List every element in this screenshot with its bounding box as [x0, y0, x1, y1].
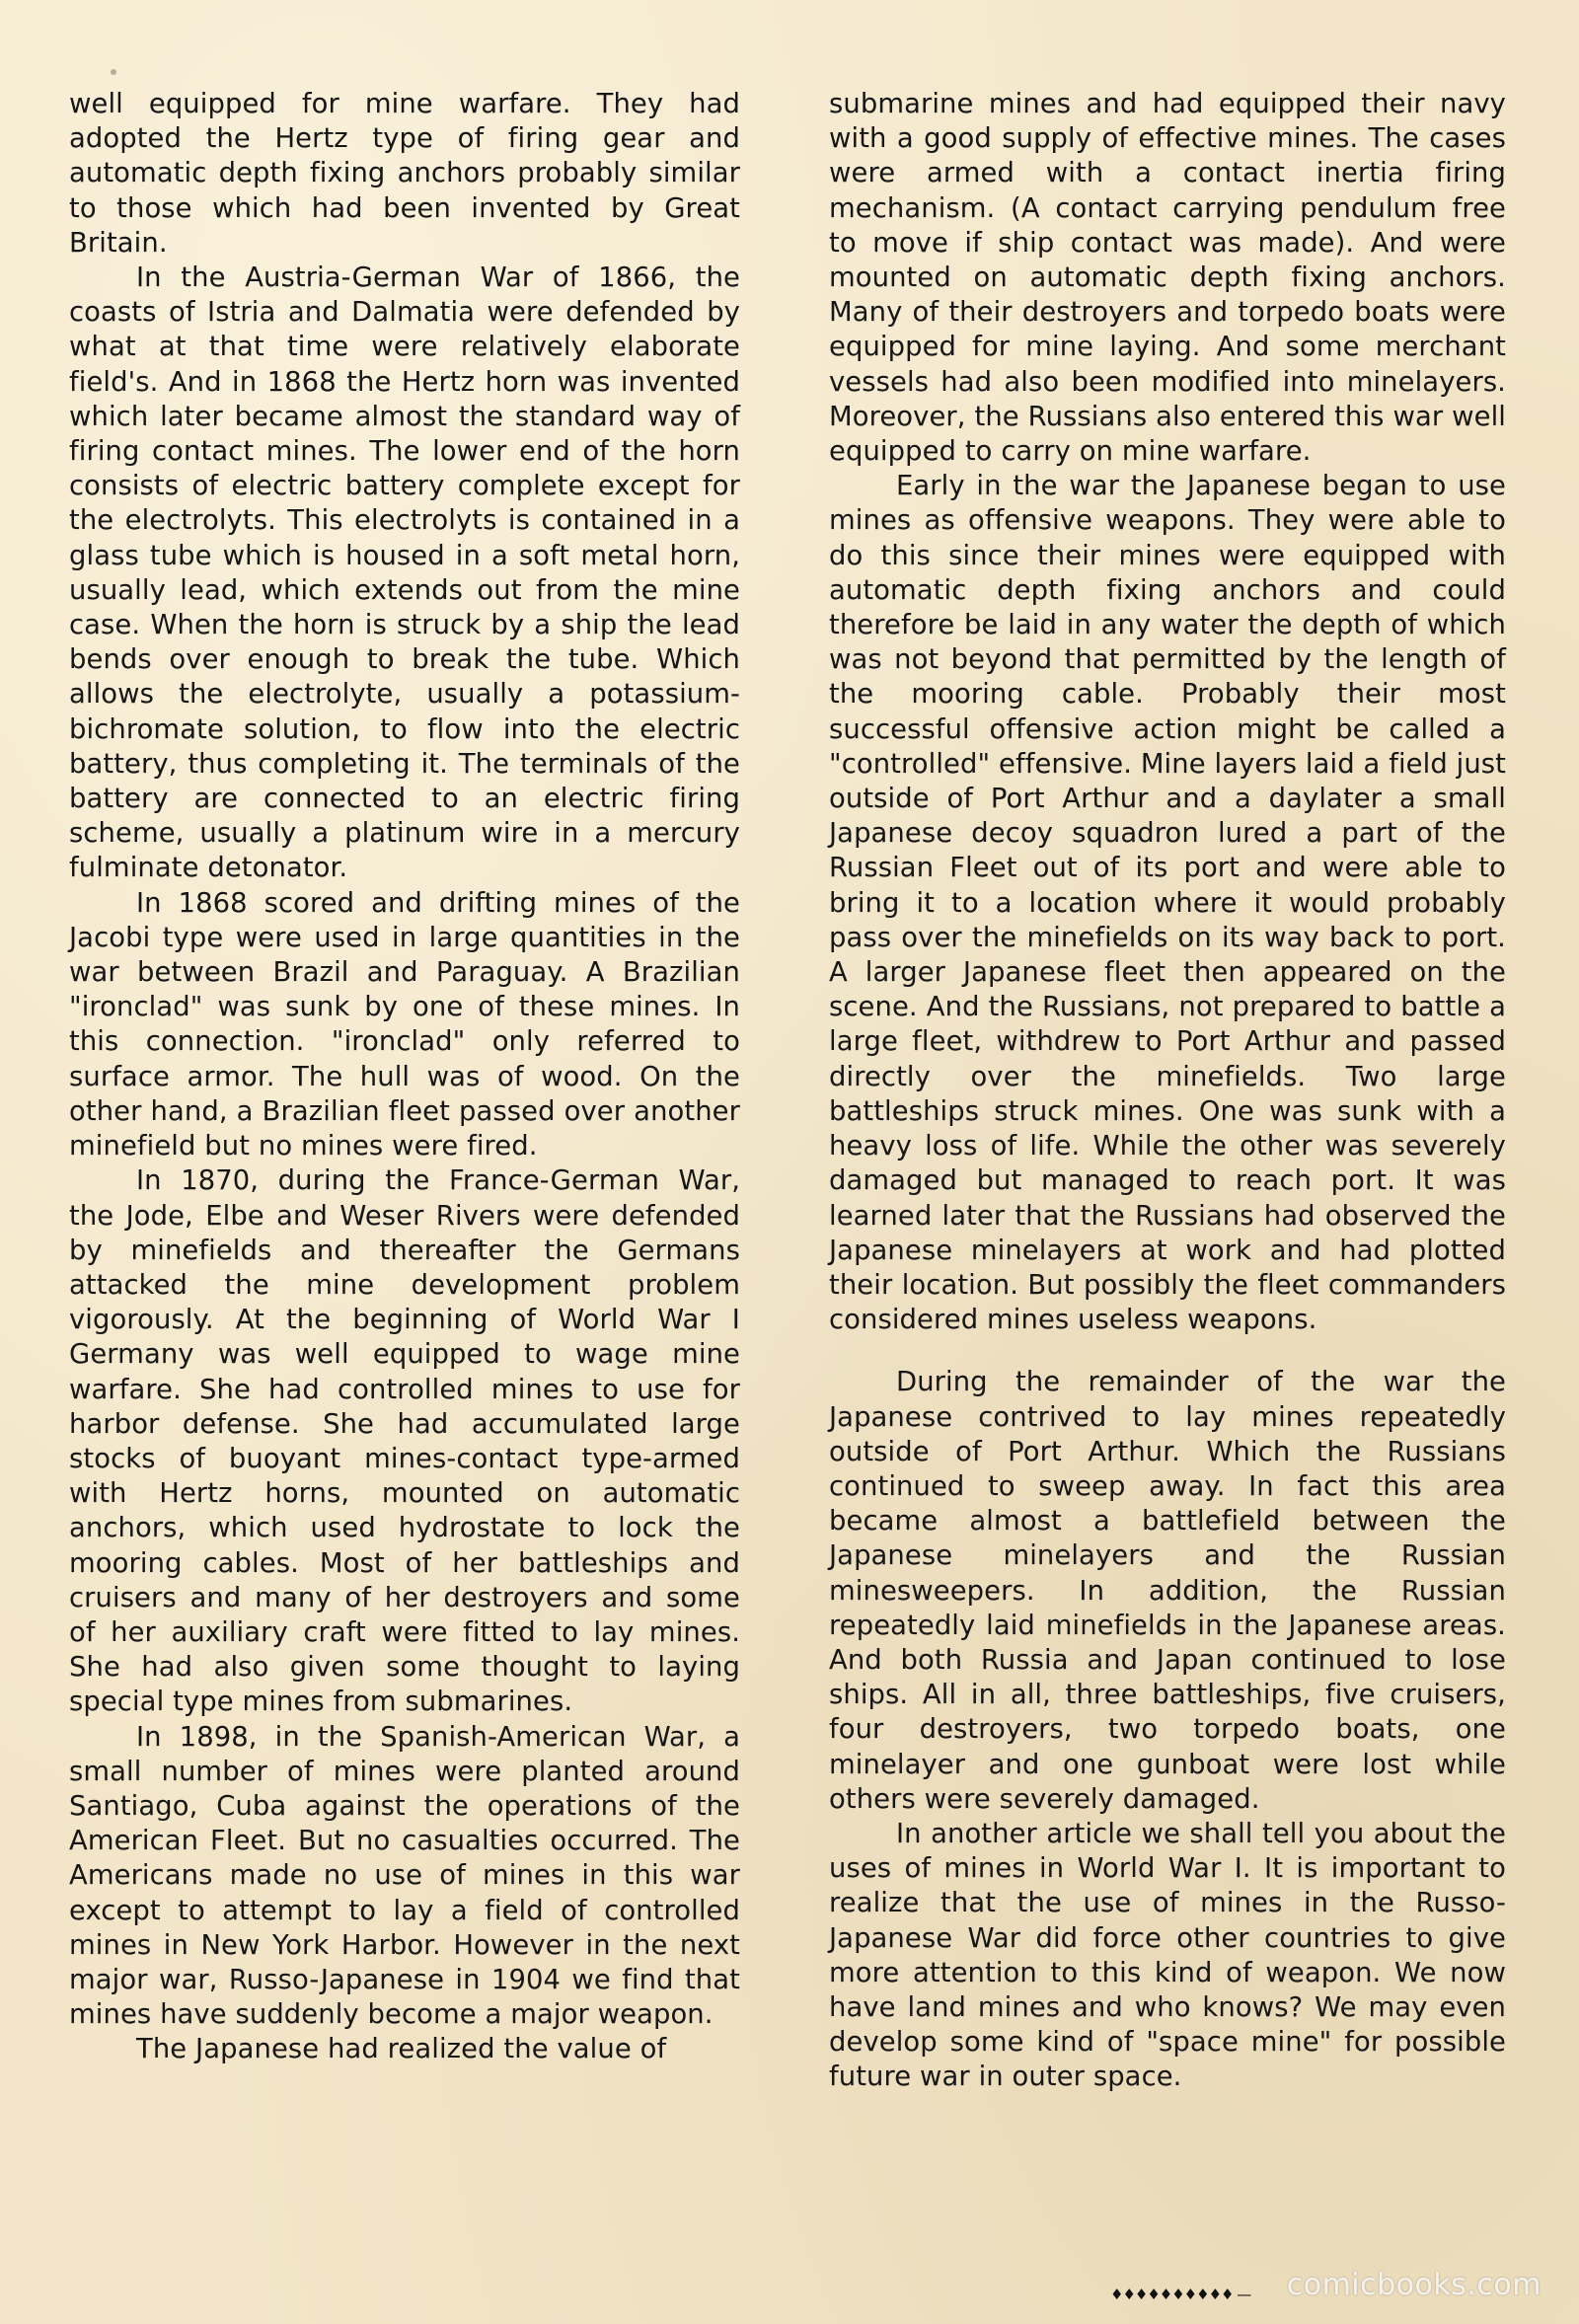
- paragraph: In 1870, during the France-German War, the Jode, Elbe and Weser Rivers were defended by minefields and thereafter the Germans attacked the mine development problem vigorously. At the beginning of World War I Germany was well equipped to wage mine warfare. She had controlled mines to use for harbor defense. She had accumulated large stocks of buoyant mines-contact type-armed with Hertz horns, mounted on automatic anchors, which used hydrostate to lock the mooring cables. Most of her battleships and cruisers and many of her destroyers and some of her auxiliary craft were fitted to lay mines. She had also given some thought to laying special type mines from submarines.: [69, 1165, 740, 1718]
- paragraph: During the remainder of the war the Japanese contrived to lay mines repeatedly outside of Port Arthur. Which the Russians continued to sweep away. In fact this area became almost a battlefield between the Japanese minelayers and the Russian minesweepers. In addition, the Russian repeatedly laid minefields in the Japanese areas. And both Russia and Japan continued to lose ships. All in all, three battleships, five cruisers, four destroyers, two torpedo boats, one minelayer and one gunboat were lost while others were severely damaged.: [829, 1367, 1506, 1815]
- paragraph: In 1868 scored and drifting mines of the Jacobi type were used in large quantities in the war between Brazil and Paraguay. A Brazilian "ironclad" was sunk by one of these mines. In this connection. "ironclad" only referred to surface armor. The hull was of wood. On the other hand, a Brazilian fleet passed over another minefield but no mines were fired.: [69, 887, 740, 1162]
- paragraph: The Japanese had realized the value of: [136, 2034, 667, 2065]
- left-text-column: [69, 87, 740, 2067]
- paragraph: well equipped for mine warfare. They had adopted the Hertz type of firing gear and automatic depth fixing anchors probably similar to those which had been invented by Great Britain.: [69, 89, 740, 259]
- end-of-article-divider: ♦♦♦♦♦♦♦♦♦♦ —: [1110, 2286, 1251, 2303]
- ink-speck: [111, 69, 116, 75]
- paragraph: In another article we shall tell you about the uses of mines in World War I. It is important to realize that the use of mines in the Russo-Japanese War did force other countries to give more attention to this kind of weapon. We now have land mines and who knows? We may even develop some kind of "space mine" for possible future war in outer space.: [829, 1818, 1506, 2093]
- paragraph: In 1898, in the Spanish-American War, a small number of mines were planted around Santiago, Cuba against the operations of the American Fleet. But no casualties occurred. The Americans made no use of mines in this war except to attempt to lay a field of controlled mines in New York Harbor. However in the next major war, Russo-Japanese in 1904 we find that mines have suddenly become a major weapon.: [69, 1721, 740, 2031]
- right-text-column: [829, 87, 1506, 2095]
- paragraph: In the Austria-German War of 1866, the coasts of Istria and Dalmatia were defended by what at that time were relatively elaborate field's. And in 1868 the Hertz horn was invented which later became almost the standard way of firing contact mines. The lower end of the horn consists of electric battery complete except for the electrolyts. This electrolyts is contained in a glass tube which is housed in a soft metal horn, usually lead, which extends out from the mine case. When the horn is struck by a ship the lead bends over enough to break the tube. Which allows the electrolyte, usually a potassium-bichromate solution, to flow into the electric battery, thus completing it. The terminals of the battery are connected to an electric firing scheme, usually a platinum wire in a mercury fulminate detonator.: [69, 262, 740, 884]
- paragraph: submarine mines and had equipped their navy with a good supply of effective mines. The cases were armed with a contact inertia firing mechanism. (A contact carrying pendulum free to move if ship contact was made). And were mounted on automatic depth fixing anchors. Many of their destroyers and torpedo boats were equipped for mine laying. And some merchant vessels had also been modified into minelayers. Moreover, the Russians also entered this war well equipped to carry on mine warfare.: [829, 89, 1506, 468]
- paragraph: Early in the war the Japanese began to use mines as offensive weapons. They were able to do this since their mines were equipped with automatic depth fixing anchors and could therefore be laid in any water the depth of which was not beyond that permitted by the length of the mooring cable. Probably their most successful offensive action might be called a "controlled" effensive. Mine layers laid a field just outside of Port Arthur and a daylater a small Japanese decoy squadron lured a part of the Russian Fleet out of its port and were able to bring it to a location where it would probably pass over the minefields on its way back to port. A larger Japanese fleet then appeared on the scene. And the Russians, not prepared to battle a large fleet, withdrew to Port Arthur and passed directly over the minefields. Two large battleships struck mines. One was sunk with a heavy loss of life. While the other was severely damaged but managed to reach port. It was learned later that the Russians had observed the Japanese minelayers at work and had plotted their location. But possibly the fleet commanders considered mines useless weapons.: [829, 471, 1506, 1336]
- site-watermark: comicbooks.com: [1286, 2268, 1541, 2302]
